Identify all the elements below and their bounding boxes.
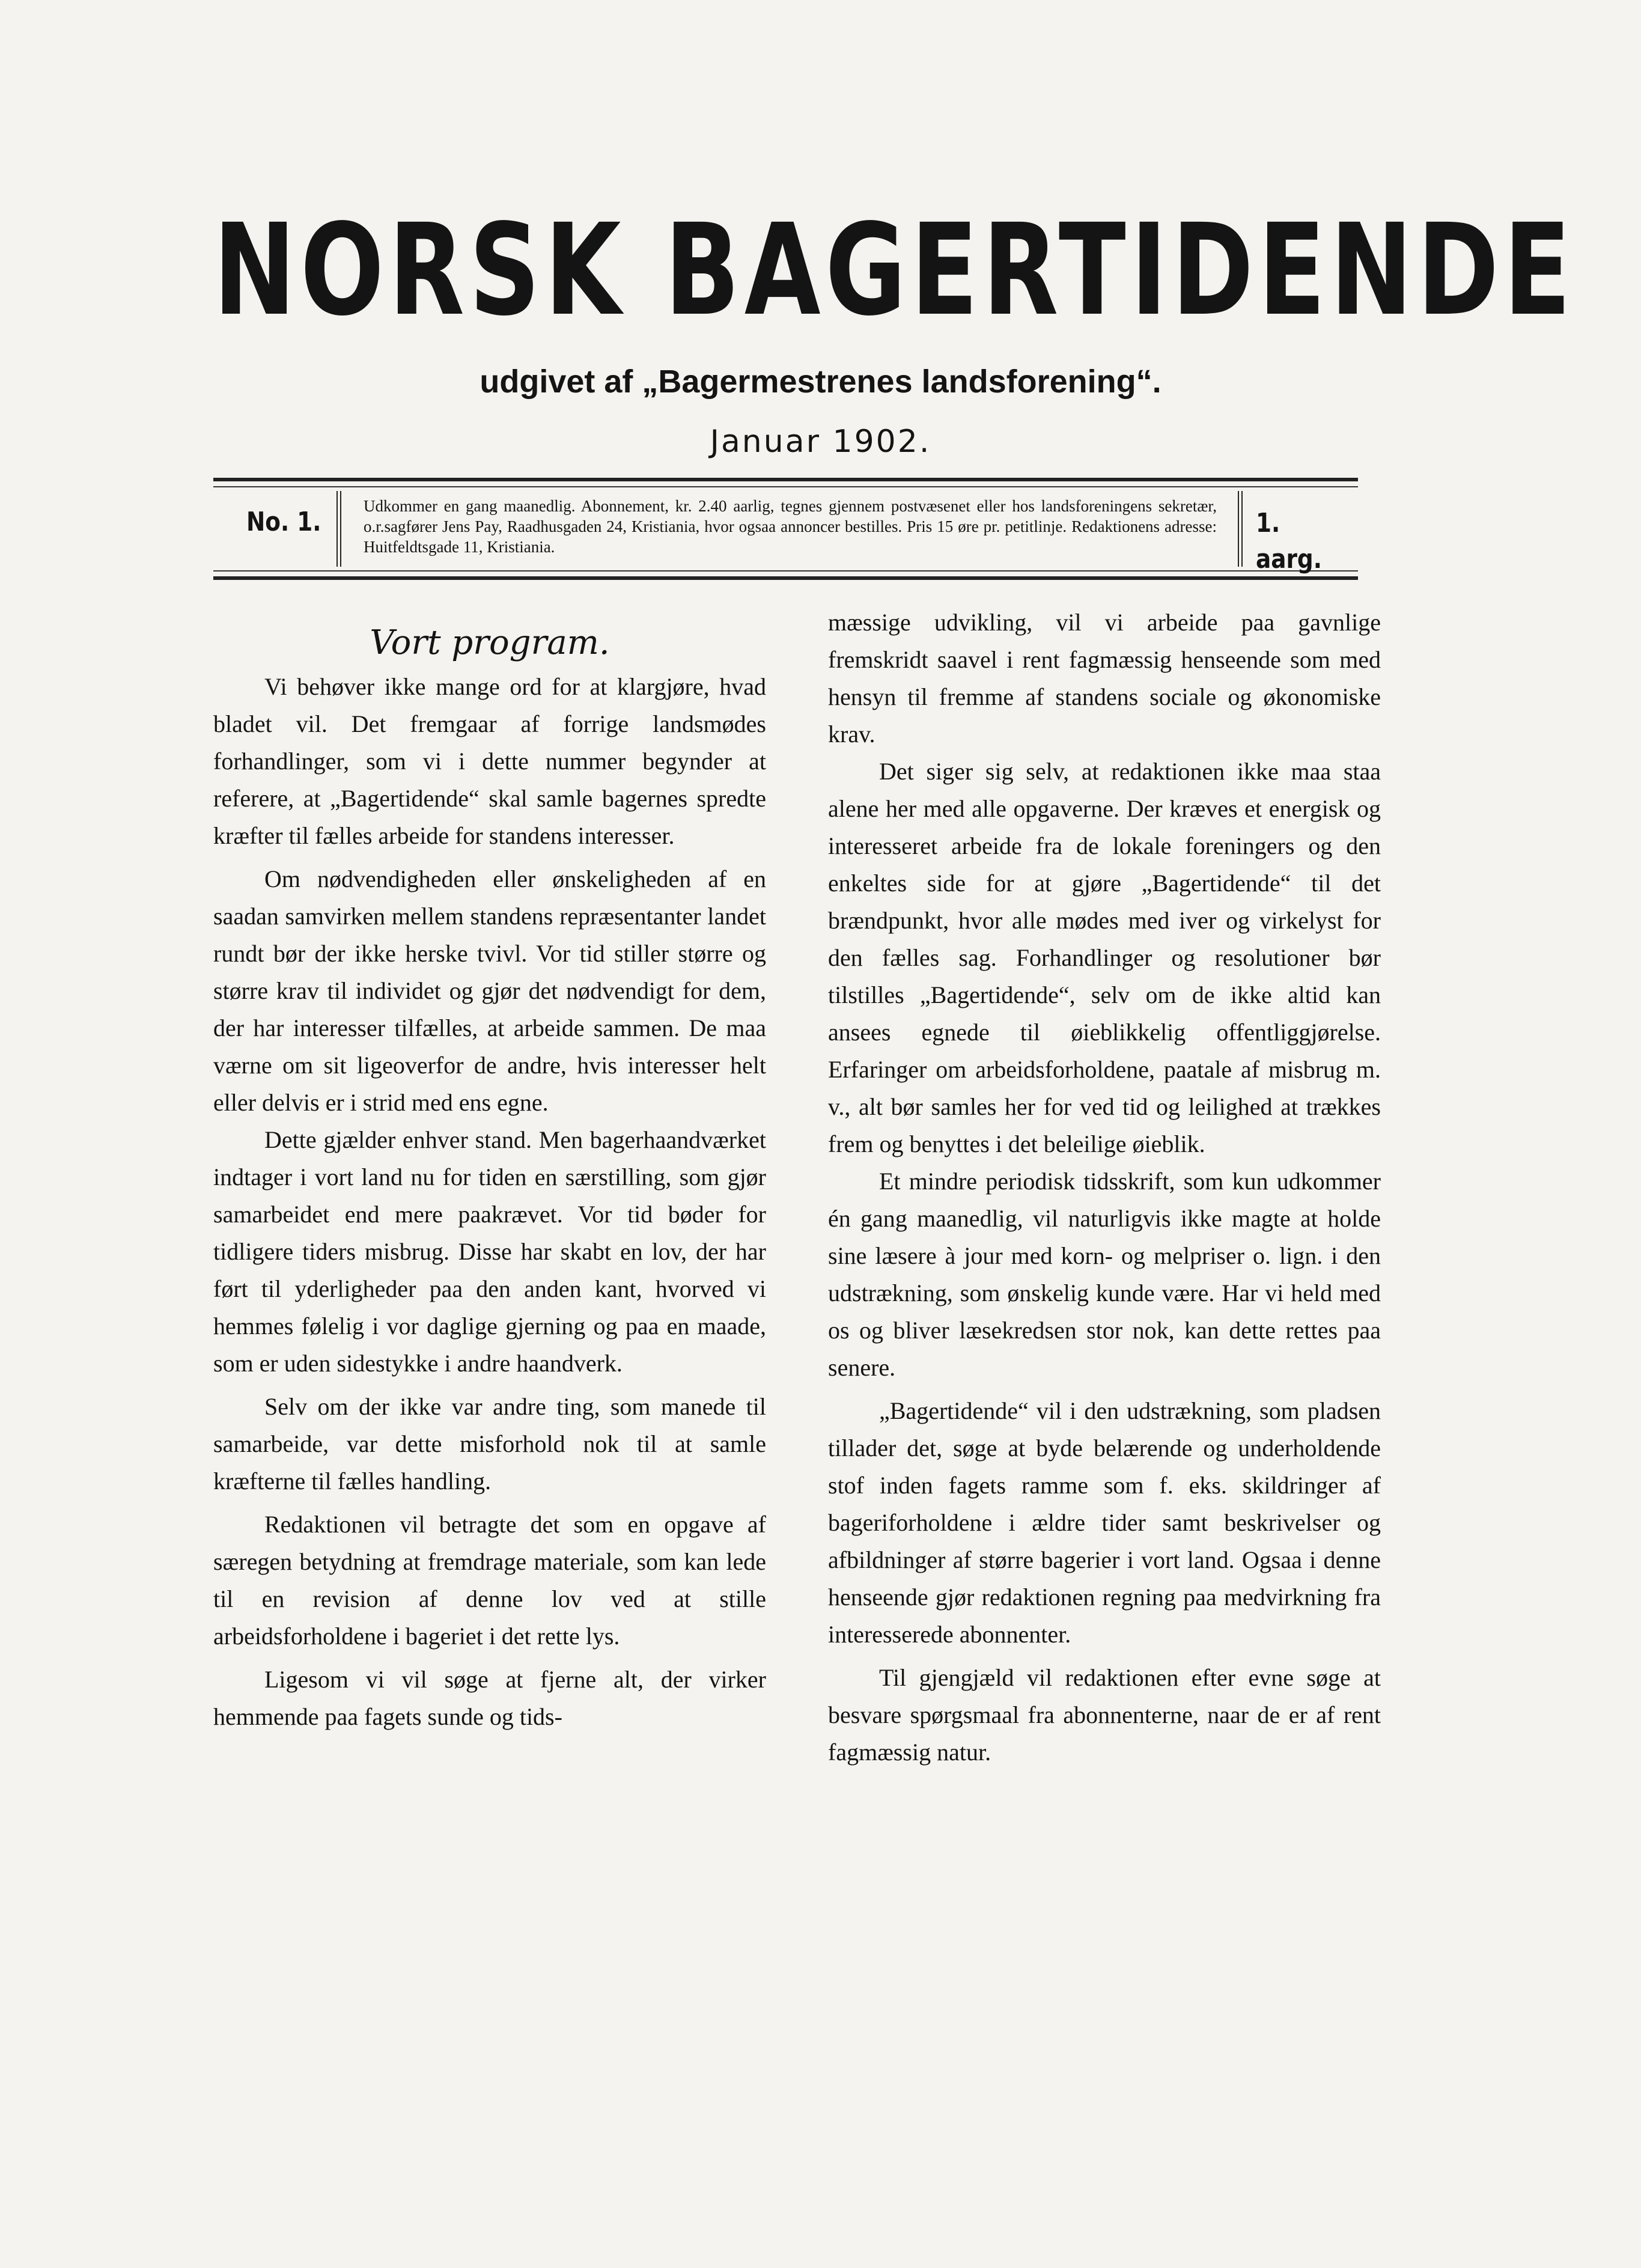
subscription-terms: Udkommer en gang maanedlig. Abonnement, kr. 2.40 aarlig, tegnes gjennem postvæsenet eller hos landsforeningens sekretær, o.r.sagfører Jens Pay, Raadhusgaden 24, Kristiania, hvor ogsaa annoncer bestilles. Pris 15 øre pr. petitlinje. Redaktionens adresse: Huitfeldtsgade 11, Kristiania. (364, 497, 1217, 556)
publisher-line: udgivet af „Bagermestrenes landsforening“. (480, 364, 1161, 400)
paragraph: mæssige udvikling, vil vi arbeide paa gavnlige fremskridt saavel i rent fagmæssig henseende som med hensyn til fremme af standens sociale og økonomiske krav. (828, 609, 1381, 748)
newspaper-title: NORSK BAGERTIDENDE (213, 197, 1576, 344)
issue-date: Januar 1902. (710, 424, 931, 460)
paragraph: Et mindre periodisk tidsskrift, som kun udkommer én gang maanedlig, vil naturligvis ikke magte at holde sine læsere à jour med korn- og melpriser o. lign. i den udstrækning, som ønskelig kunde være. Har vi held med os og bliver læsekredsen stor nok, kan dette rettes paa senere. (828, 1168, 1381, 1381)
issue-info-bar (213, 478, 1358, 580)
paragraph: Ligesom vi vil søge at fjerne alt, der virker hemmende paa fagets sunde og tids- (213, 1666, 766, 1730)
volume-number: 1. aarg. (1256, 508, 1322, 575)
issue-number: No. 1. (246, 507, 321, 537)
paragraph: Redaktionen vil betragte det som en opgave af særegen betydning at fremdrage materiale, som kan lede til en revision af denne lov ved at stille arbeidsforholdene i bageriet i det rette lys. (213, 1511, 766, 1650)
info-bar-divider-left (336, 491, 341, 567)
article-column-left (213, 613, 766, 1736)
info-bar-divider-right (1238, 491, 1243, 567)
paragraph: Til gjengjæld vil redaktionen efter evne søge at besvare spørgsmaal fra abonnenterne, naar de er af rent fagmæssig natur. (828, 1664, 1381, 1766)
paragraph: Om nødvendigheden eller ønskeligheden af en saadan samvirken mellem standens repræsentanter landet rundt bør der ikke herske tvivl. Vor tid stiller større og større krav til individet og gjør det nødvendigt for dem, der har interesser tilfælles, at arbeide sammen. De maa værne om sit ligeoverfor de andre, hvis interesser helt eller delvis er i strid med ens egne. (213, 865, 766, 1116)
paragraph: Det siger sig selv, at redaktionen ikke maa staa alene her med alle opgaverne. Der kræves et energisk og interesseret arbeide fra de lokale foreningers og den enkeltes side for at gjøre „Bagertidende“ til det brændpunkt, hvor alle mødes med iver og virkelyst for den fælles sag. Forhandlinger og resolutioner bør tilstilles „Bagertidende“, selv om de ikke altid kan ansees egnede til øieblikkelig offentliggjørelse. Erfaringer om arbeidsforholdene, paatale af misbrug m. v., alt bør samles her for ved tid og leilighed at trækkes frem og benyttes i det beleilige øieblik. (828, 758, 1381, 1157)
paragraph: Dette gjælder enhver stand. Men bagerhaandværket indtager i vort land nu for tiden en særstilling, som gjør samarbeidet end mere paakrævet. Vor tid bøder for tidligere tiders misbrug. Disse har skabt en lov, der har ført til yderligheder paa den anden kant, hvorved vi hemmes følelig i vor daglige gjerning og paa en maade, som er uden sidestykke i andre haandverk. (213, 1126, 766, 1377)
info-bar-bottom-rule (213, 570, 1358, 572)
paragraph: „Bagertidende“ vil i den udstrækning, som pladsen tillader det, søge at byde belærende og underholdende stof inden fagets ramme som f. eks. skildringer af bageriforholdene i ældre tider samt beskrivelser og afbildninger af større bagerier i vort land. Ogsaa i denne henseende gjør redaktionen regning paa medvirkning fra interesserede abonnenter. (828, 1397, 1381, 1648)
paragraph: Vi behøver ikke mange ord for at klargjøre, hvad bladet vil. Det fremgaar af forrige landsmødes forhandlinger, som vi i dette nummer begynder at referere, at „Bagertidende“ skal samle bagernes spredte kræfter til fælles arbeide for standens interesser. (213, 673, 766, 849)
article-heading: Vort program. (370, 623, 610, 662)
info-bar-top-rule (213, 486, 1358, 487)
article-column-right (828, 604, 1381, 1771)
paragraph: Selv om der ikke var andre ting, som manede til samarbeide, var dette misforhold nok til at samle kræfterne til fælles handling. (213, 1393, 766, 1495)
